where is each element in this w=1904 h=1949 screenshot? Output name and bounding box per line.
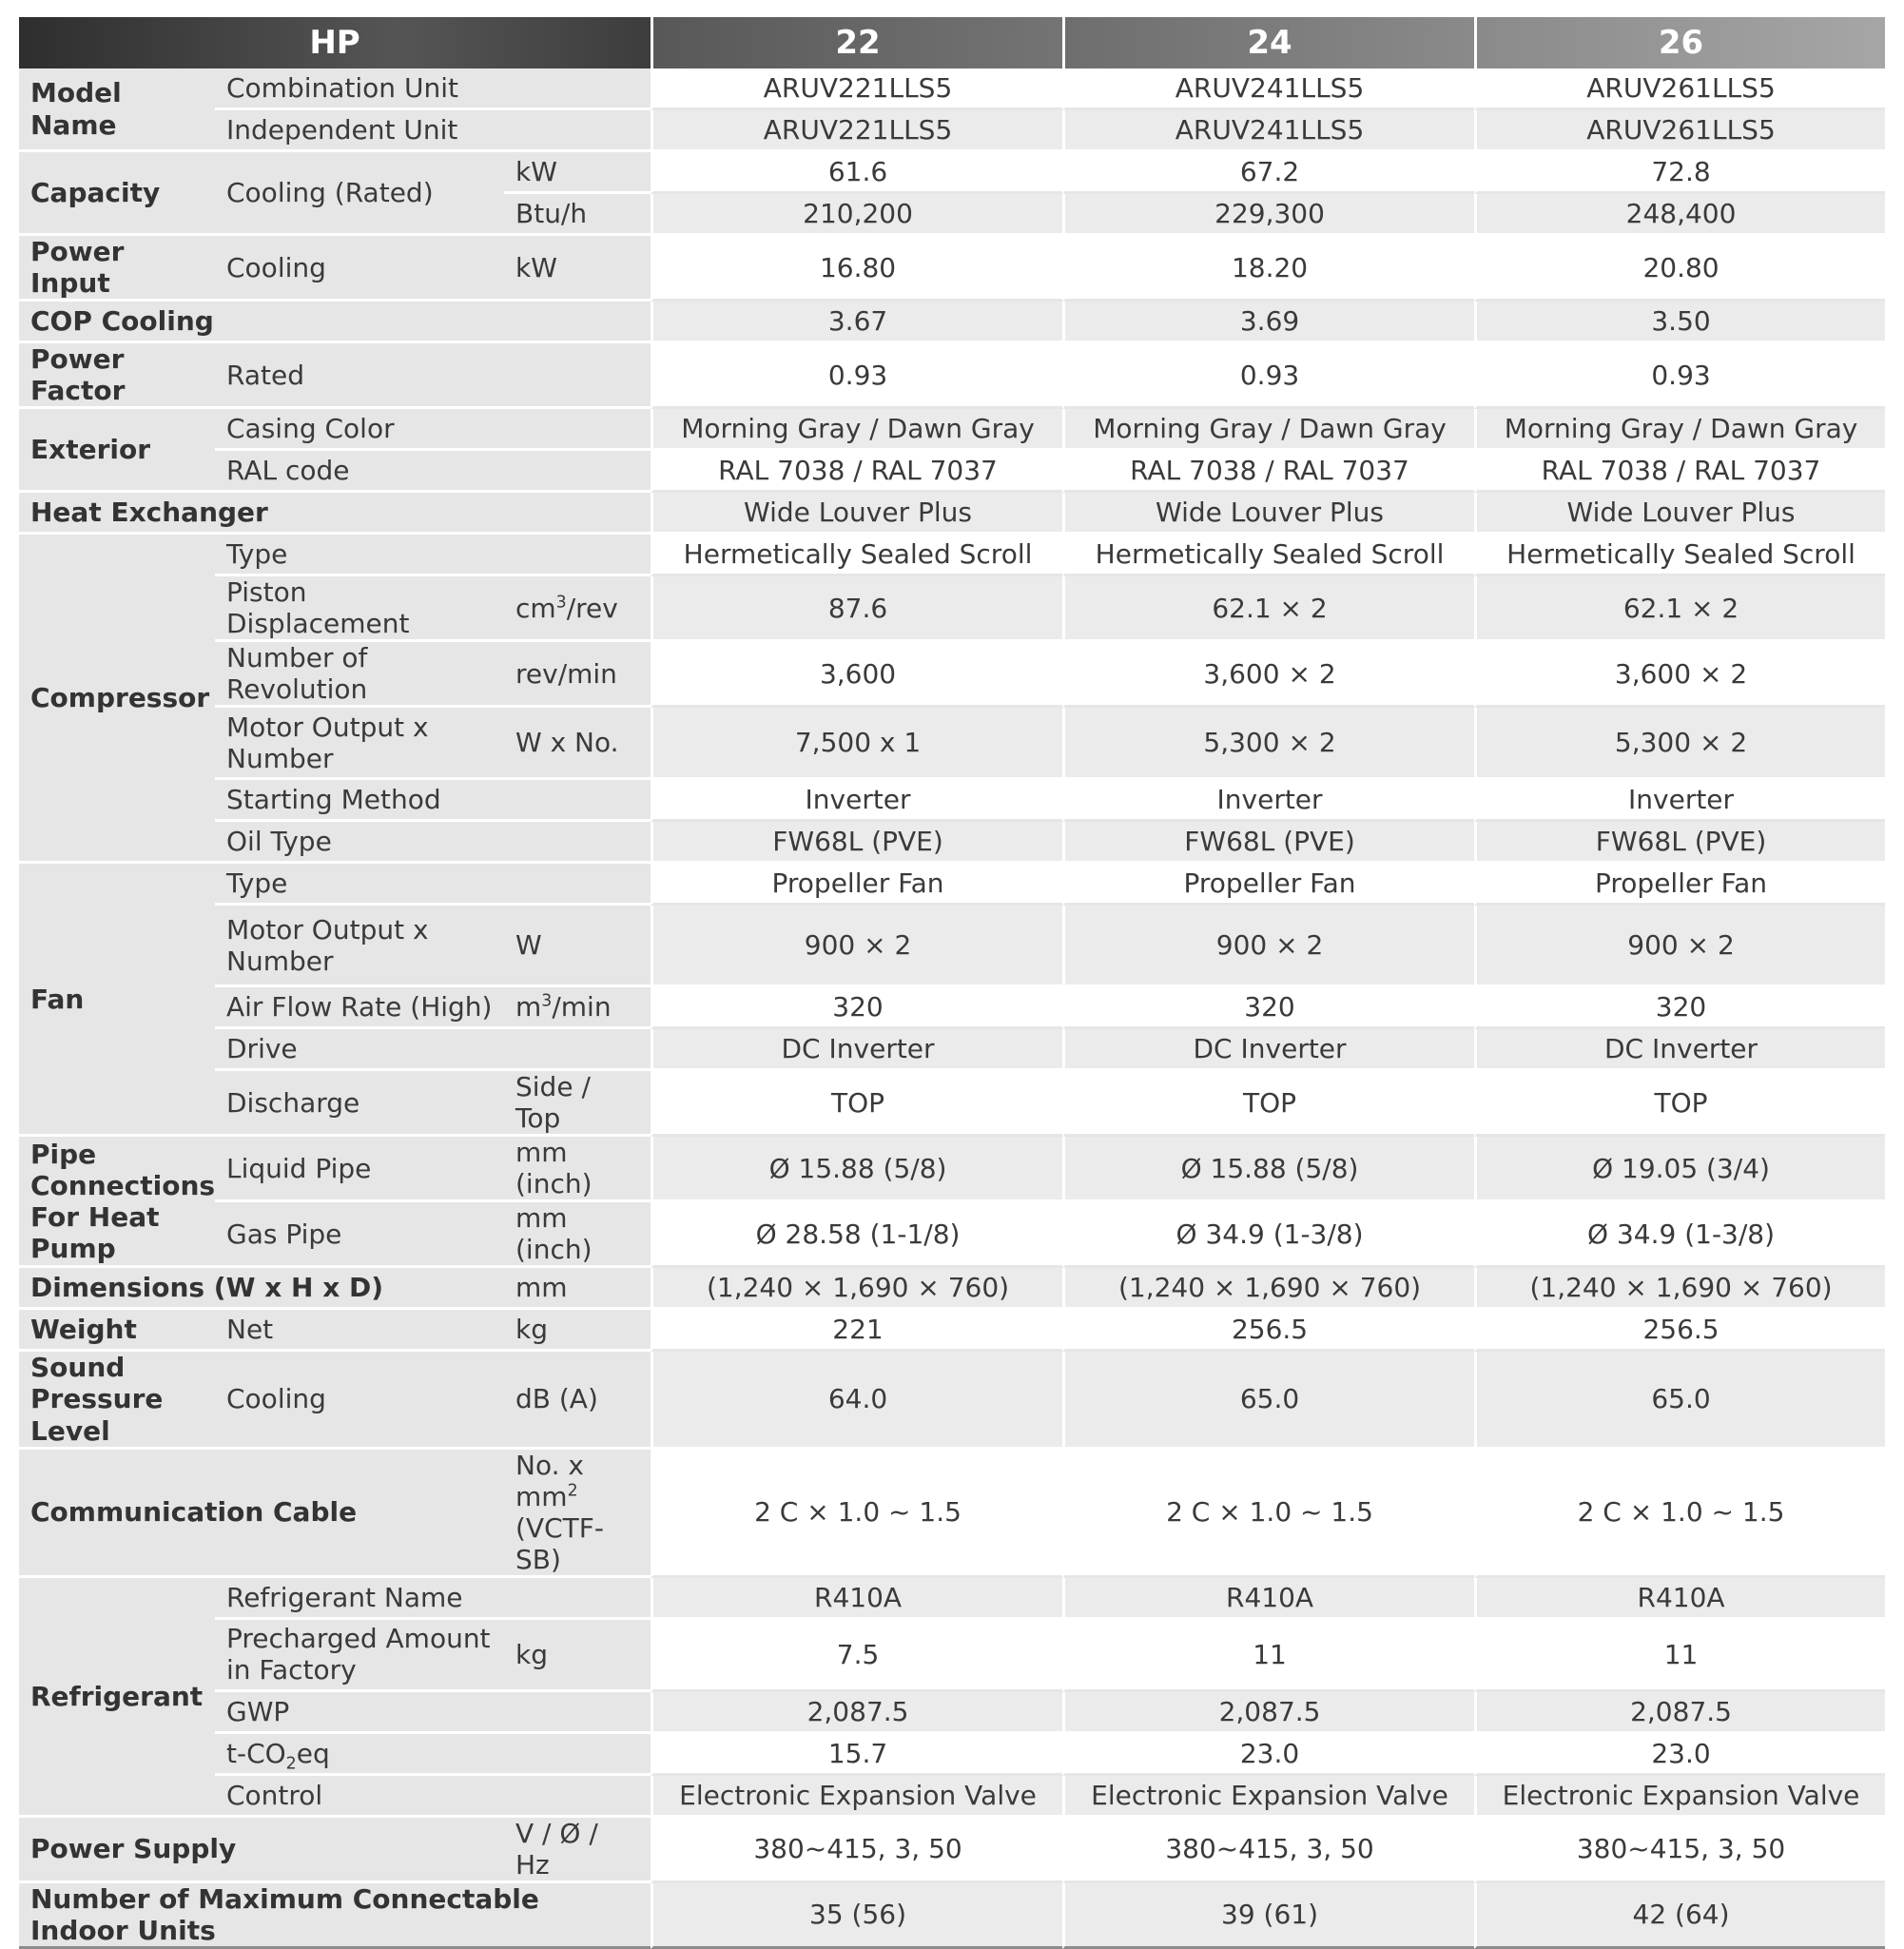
row-comp-revolution bbox=[19, 642, 1885, 708]
row-comm-cable bbox=[19, 1450, 1885, 1578]
value-cell: 7.5 bbox=[651, 1620, 1062, 1692]
label-casing-color: Casing Color bbox=[215, 409, 651, 451]
label-number-of-revolution: Number of Revolution bbox=[215, 642, 504, 708]
value-cell: Electronic Expansion Valve bbox=[1474, 1776, 1885, 1818]
label-ral-code: RAL code bbox=[215, 451, 651, 493]
row-ref-name bbox=[19, 1578, 1885, 1620]
value-cell: Electronic Expansion Valve bbox=[1062, 1776, 1474, 1818]
unit-kw: kW bbox=[504, 152, 651, 194]
label-cooling: Cooling bbox=[215, 1352, 504, 1449]
value-cell: 39 (61) bbox=[1062, 1883, 1474, 1949]
value-cell: 2,087.5 bbox=[1474, 1692, 1885, 1734]
label-starting-method: Starting Method bbox=[215, 780, 651, 822]
group-sound-pressure-level: Sound Pressure Level bbox=[19, 1352, 215, 1449]
unit-v-phase-hz: V / Ø / Hz bbox=[504, 1818, 651, 1883]
value-cell: ARUV241LLS5 bbox=[1062, 68, 1474, 110]
row-capacity-kw bbox=[19, 152, 1885, 194]
row-power-supply bbox=[19, 1818, 1885, 1883]
group-heat-exchanger: Heat Exchanger bbox=[19, 493, 651, 535]
label-motor-output-number: Motor Output x Number bbox=[215, 906, 504, 987]
value-cell: 2,087.5 bbox=[1062, 1692, 1474, 1734]
value-cell: ARUV241LLS5 bbox=[1062, 110, 1474, 152]
row-comp-displacement bbox=[19, 576, 1885, 642]
value-cell: Morning Gray / Dawn Gray bbox=[1062, 409, 1474, 451]
label-drive: Drive bbox=[215, 1029, 651, 1071]
value-cell: 221 bbox=[651, 1310, 1062, 1352]
value-cell: 23.0 bbox=[1474, 1734, 1885, 1776]
unit-kw: kW bbox=[504, 236, 651, 302]
value-cell: 900 × 2 bbox=[651, 906, 1062, 987]
value-cell: 62.1 × 2 bbox=[1474, 576, 1885, 642]
value-cell: 900 × 2 bbox=[1062, 906, 1474, 987]
value-cell: ARUV261LLS5 bbox=[1474, 110, 1885, 152]
value-cell: R410A bbox=[651, 1578, 1062, 1620]
row-casing-color bbox=[19, 409, 1885, 451]
group-pipe-connections: Pipe Connections For Heat Pump bbox=[19, 1137, 215, 1268]
row-fan-discharge bbox=[19, 1071, 1885, 1137]
label-piston-displacement: Piston Displacement bbox=[215, 576, 504, 642]
unit-kg: kg bbox=[504, 1310, 651, 1352]
value-cell: Hermetically Sealed Scroll bbox=[651, 535, 1062, 576]
row-heat-exchanger bbox=[19, 493, 1885, 535]
value-cell: DC Inverter bbox=[1474, 1029, 1885, 1071]
value-cell: 0.93 bbox=[651, 343, 1062, 409]
label-gas-pipe: Gas Pipe bbox=[215, 1202, 504, 1268]
group-weight: Weight bbox=[19, 1310, 215, 1352]
value-cell: 15.7 bbox=[651, 1734, 1062, 1776]
unit-no-x-mm2: No. x $mm^2$ (VCTF-SB) bbox=[504, 1450, 651, 1578]
value-cell: Wide Louver Plus bbox=[1474, 493, 1885, 535]
value-cell: 16.80 bbox=[651, 236, 1062, 302]
value-cell: RAL 7038 / RAL 7037 bbox=[1062, 451, 1474, 493]
value-cell: 5,300 × 2 bbox=[1474, 708, 1885, 780]
unit-btu: Btu/h bbox=[504, 194, 651, 236]
value-cell: 62.1 × 2 bbox=[1062, 576, 1474, 642]
value-cell: 229,300 bbox=[1062, 194, 1474, 236]
row-pipe-gas bbox=[19, 1202, 1885, 1268]
value-cell: 5,300 × 2 bbox=[1062, 708, 1474, 780]
header-model-26: 26 bbox=[1474, 17, 1885, 68]
unit-cm3-rev: $cm^3$/rev bbox=[504, 576, 651, 642]
value-cell: 2 C × 1.0 ~ 1.5 bbox=[651, 1450, 1062, 1578]
value-cell: Inverter bbox=[651, 780, 1062, 822]
value-cell: R410A bbox=[1474, 1578, 1885, 1620]
value-cell: 2 C × 1.0 ~ 1.5 bbox=[1474, 1450, 1885, 1578]
unit-mm-inch: mm (inch) bbox=[504, 1137, 651, 1202]
value-cell: 67.2 bbox=[1062, 152, 1474, 194]
value-cell: (1,240 × 1,690 × 760) bbox=[1474, 1268, 1885, 1310]
value-cell: ARUV221LLS5 bbox=[651, 110, 1062, 152]
value-cell: 65.0 bbox=[1474, 1352, 1885, 1449]
row-ref-tco2 bbox=[19, 1734, 1885, 1776]
value-cell: 18.20 bbox=[1062, 236, 1474, 302]
row-fan-airflow bbox=[19, 987, 1885, 1029]
value-cell: 3.50 bbox=[1474, 302, 1885, 343]
value-cell: (1,240 × 1,690 × 760) bbox=[1062, 1268, 1474, 1310]
header-model-22: 22 bbox=[651, 17, 1062, 68]
row-comp-starting bbox=[19, 780, 1885, 822]
value-cell: FW68L (PVE) bbox=[1474, 822, 1885, 864]
unit-mm: mm bbox=[504, 1268, 651, 1310]
label-cooling-rated: Cooling (Rated) bbox=[215, 152, 504, 236]
unit-side-top: Side / Top bbox=[504, 1071, 651, 1137]
value-cell: Ø 28.58 (1-1/8) bbox=[651, 1202, 1062, 1268]
unit-db-a: dB (A) bbox=[504, 1352, 651, 1449]
value-cell: 3,600 bbox=[651, 642, 1062, 708]
value-cell: 72.8 bbox=[1474, 152, 1885, 194]
value-cell: 380~415, 3, 50 bbox=[1062, 1818, 1474, 1883]
group-exterior: Exterior bbox=[19, 409, 215, 493]
value-cell: 3.67 bbox=[651, 302, 1062, 343]
row-max-indoor-units bbox=[19, 1883, 1885, 1949]
row-fan-motor bbox=[19, 906, 1885, 987]
group-dimensions: Dimensions (W x H x D) bbox=[19, 1268, 504, 1310]
unit-mm-inch: mm (inch) bbox=[504, 1202, 651, 1268]
value-cell: 380~415, 3, 50 bbox=[1474, 1818, 1885, 1883]
group-power-factor: Power Factor bbox=[19, 343, 215, 409]
value-cell: (1,240 × 1,690 × 760) bbox=[651, 1268, 1062, 1310]
value-cell: 11 bbox=[1474, 1620, 1885, 1692]
row-ref-amount bbox=[19, 1620, 1885, 1692]
value-cell: 0.93 bbox=[1474, 343, 1885, 409]
value-cell: 320 bbox=[1474, 987, 1885, 1029]
value-cell: ARUV221LLS5 bbox=[651, 68, 1062, 110]
group-model-name: Model Name bbox=[19, 68, 215, 152]
label-control: Control bbox=[215, 1776, 651, 1818]
value-cell: 3,600 × 2 bbox=[1062, 642, 1474, 708]
row-ref-gwp bbox=[19, 1692, 1885, 1734]
label-cooling: Cooling bbox=[215, 236, 504, 302]
value-cell: 65.0 bbox=[1062, 1352, 1474, 1449]
value-cell: ARUV261LLS5 bbox=[1474, 68, 1885, 110]
unit-w-x-no: W x No. bbox=[504, 708, 651, 780]
value-cell: DC Inverter bbox=[1062, 1029, 1474, 1071]
value-cell: 900 × 2 bbox=[1474, 906, 1885, 987]
value-cell: 42 (64) bbox=[1474, 1883, 1885, 1949]
unit-rev-min: rev/min bbox=[504, 642, 651, 708]
value-cell: TOP bbox=[1062, 1071, 1474, 1137]
label-type: Type bbox=[215, 535, 651, 576]
label-oil-type: Oil Type bbox=[215, 822, 651, 864]
row-comp-oil bbox=[19, 822, 1885, 864]
value-cell: Propeller Fan bbox=[1062, 864, 1474, 906]
value-cell: FW68L (PVE) bbox=[651, 822, 1062, 864]
value-cell: R410A bbox=[1062, 1578, 1474, 1620]
row-ref-control bbox=[19, 1776, 1885, 1818]
value-cell: Hermetically Sealed Scroll bbox=[1062, 535, 1474, 576]
row-model-combination bbox=[19, 68, 1885, 110]
group-compressor: Compressor bbox=[19, 535, 215, 864]
label-combination-unit: Combination Unit bbox=[215, 68, 651, 110]
value-cell: Propeller Fan bbox=[1474, 864, 1885, 906]
unit-m3-min: $m^3/\min$ bbox=[504, 987, 651, 1029]
row-dimensions bbox=[19, 1268, 1885, 1310]
value-cell: 256.5 bbox=[1062, 1310, 1474, 1352]
value-cell: FW68L (PVE) bbox=[1062, 822, 1474, 864]
row-comp-type bbox=[19, 535, 1885, 576]
value-cell: 61.6 bbox=[651, 152, 1062, 194]
value-cell: 256.5 bbox=[1474, 1310, 1885, 1352]
spec-table bbox=[19, 17, 1885, 1949]
value-cell: 7,500 x 1 bbox=[651, 708, 1062, 780]
value-cell: 380~415, 3, 50 bbox=[651, 1818, 1062, 1883]
value-cell: 320 bbox=[1062, 987, 1474, 1029]
group-cop-cooling: COP Cooling bbox=[19, 302, 651, 343]
row-ral-code bbox=[19, 451, 1885, 493]
label-t-co2-eq: $t-CO_2eq$ bbox=[215, 1734, 651, 1776]
row-fan-type bbox=[19, 864, 1885, 906]
label-rated: Rated bbox=[215, 343, 651, 409]
value-cell: 2 C × 1.0 ~ 1.5 bbox=[1062, 1450, 1474, 1578]
value-cell: 64.0 bbox=[651, 1352, 1062, 1449]
value-cell: Wide Louver Plus bbox=[1062, 493, 1474, 535]
value-cell: TOP bbox=[1474, 1071, 1885, 1137]
group-communication-cable: Communication Cable bbox=[19, 1450, 504, 1578]
value-cell: Ø 15.88 (5/8) bbox=[651, 1137, 1062, 1202]
label-precharged-amount: Precharged Amount in Factory bbox=[215, 1620, 504, 1692]
unit-kg: kg bbox=[504, 1620, 651, 1692]
value-cell: 0.93 bbox=[1062, 343, 1474, 409]
row-power-factor bbox=[19, 343, 1885, 409]
value-cell: RAL 7038 / RAL 7037 bbox=[1474, 451, 1885, 493]
value-cell: Ø 15.88 (5/8) bbox=[1062, 1137, 1474, 1202]
value-cell: 87.6 bbox=[651, 576, 1062, 642]
row-model-independent bbox=[19, 110, 1885, 152]
label-net: Net bbox=[215, 1310, 504, 1352]
value-cell: Ø 34.9 (1-3/8) bbox=[1062, 1202, 1474, 1268]
label-independent-unit: Independent Unit bbox=[215, 110, 651, 152]
value-cell: Inverter bbox=[1474, 780, 1885, 822]
header-row bbox=[19, 17, 1885, 68]
label-discharge: Discharge bbox=[215, 1071, 504, 1137]
value-cell: TOP bbox=[651, 1071, 1062, 1137]
value-cell: 20.80 bbox=[1474, 236, 1885, 302]
group-power-supply: Power Supply bbox=[19, 1818, 504, 1883]
row-comp-motor bbox=[19, 708, 1885, 780]
group-refrigerant: Refrigerant bbox=[19, 1578, 215, 1818]
label-liquid-pipe: Liquid Pipe bbox=[215, 1137, 504, 1202]
value-cell: Propeller Fan bbox=[651, 864, 1062, 906]
label-air-flow-rate: Air Flow Rate (High) bbox=[215, 987, 504, 1029]
row-pipe-liquid bbox=[19, 1137, 1885, 1202]
value-cell: Ø 34.9 (1-3/8) bbox=[1474, 1202, 1885, 1268]
value-cell: Morning Gray / Dawn Gray bbox=[1474, 409, 1885, 451]
value-cell: Wide Louver Plus bbox=[651, 493, 1062, 535]
label-refrigerant-name: Refrigerant Name bbox=[215, 1578, 651, 1620]
value-cell: Morning Gray / Dawn Gray bbox=[651, 409, 1062, 451]
row-weight bbox=[19, 1310, 1885, 1352]
unit-w: W bbox=[504, 906, 651, 987]
row-sound bbox=[19, 1352, 1885, 1449]
value-cell: 11 bbox=[1062, 1620, 1474, 1692]
value-cell: Inverter bbox=[1062, 780, 1474, 822]
value-cell: 3,600 × 2 bbox=[1474, 642, 1885, 708]
value-cell: 2,087.5 bbox=[651, 1692, 1062, 1734]
group-capacity: Capacity bbox=[19, 152, 215, 236]
header-hp: HP bbox=[19, 17, 651, 68]
value-cell: Hermetically Sealed Scroll bbox=[1474, 535, 1885, 576]
value-cell: 320 bbox=[651, 987, 1062, 1029]
label-gwp: GWP bbox=[215, 1692, 651, 1734]
group-power-input: Power Input bbox=[19, 236, 215, 302]
value-cell: Ø 19.05 (3/4) bbox=[1474, 1137, 1885, 1202]
value-cell: RAL 7038 / RAL 7037 bbox=[651, 451, 1062, 493]
group-fan: Fan bbox=[19, 864, 215, 1137]
value-cell: Electronic Expansion Valve bbox=[651, 1776, 1062, 1818]
group-max-indoor-units: Number of Maximum Connectable Indoor Units bbox=[19, 1883, 651, 1949]
value-cell: 23.0 bbox=[1062, 1734, 1474, 1776]
header-model-24: 24 bbox=[1062, 17, 1474, 68]
value-cell: 35 (56) bbox=[651, 1883, 1062, 1949]
value-cell: 3.69 bbox=[1062, 302, 1474, 343]
row-cop bbox=[19, 302, 1885, 343]
label-type: Type bbox=[215, 864, 651, 906]
value-cell: 210,200 bbox=[651, 194, 1062, 236]
value-cell: 248,400 bbox=[1474, 194, 1885, 236]
row-power-input bbox=[19, 236, 1885, 302]
label-motor-output-number: Motor Output x Number bbox=[215, 708, 504, 780]
value-cell: DC Inverter bbox=[651, 1029, 1062, 1071]
row-fan-drive bbox=[19, 1029, 1885, 1071]
